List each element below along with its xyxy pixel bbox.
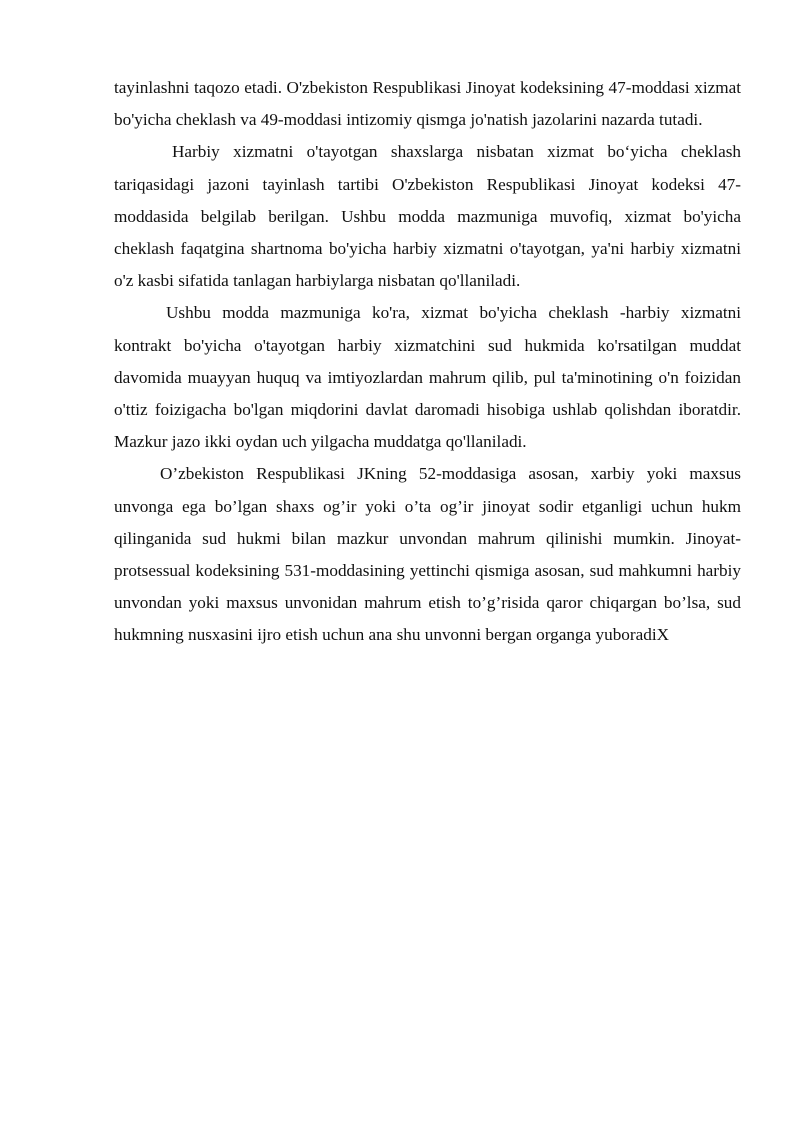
paragraph-4: O’zbekiston Respublikasi JKning 52-moddasiga asosan, xarbiy yoki maxsus unvonga ega bo’lgan shaxs og’ir yoki o’ta og’ir jinoyat sodir etganligi uchun hukm qilinganida sud hukmi bilan mazkur unvondan mahrum qilinishi mumkin. Jinoyat-protsessual kodeksining 531-moddasining yettinchi qismiga asosan, sud mahkumni harbiy unvondan yoki maxsus unvonidan mahrum etish to’g’risida qaror chiqargan bo’lsa, sud hukmning nusxasini ijro etish uchun ana shu unvonni bergan organga yuboradiX [114, 464, 741, 645]
document-body [114, 72, 741, 652]
paragraph-3: Ushbu modda mazmuniga ko'ra, xizmat bo'yicha cheklash -harbiy xizmatni kontrakt bo'yicha o'tayotgan harbiy xizmatchini sud hukmida ko'rsatilgan muddat davomida muayyan huquq va imtiyozlardan mahrum qilib, pul ta'minotining o'n foizidan o'ttiz foizigacha bo'lgan miqdorini davlat daromadi hisobiga ushlab qolishdan iboratdir. Mazkur jazo ikki oydan uch yilgacha muddatga qo'llaniladi. [114, 303, 741, 452]
paragraph-1: tayinlashni taqozo etadi. O'zbekiston Respublikasi Jinoyat kodeksining 47-moddasi xizmat bo'yicha cheklash va 49-moddasi intizomiy qismga jo'natish jazolarini nazarda tutadi. [114, 78, 741, 130]
paragraph-2: Harbiy xizmatni o'tayotgan shaxslarga nisbatan xizmat bo‘yicha cheklash tariqasidagi jazoni tayinlash tartibi O'zbekiston Respublikasi Jinoyat kodeksi 47-moddasida belgilab berilgan. Ushbu modda mazmuniga muvofiq, xizmat bo'yicha cheklash faqatgina shartnoma bo'yicha harbiy xizmatni o'tayotgan, ya'ni harbiy xizmatni o'z kasbi sifatida tanlagan harbiylarga nisbatan qo'llaniladi. [114, 142, 741, 291]
